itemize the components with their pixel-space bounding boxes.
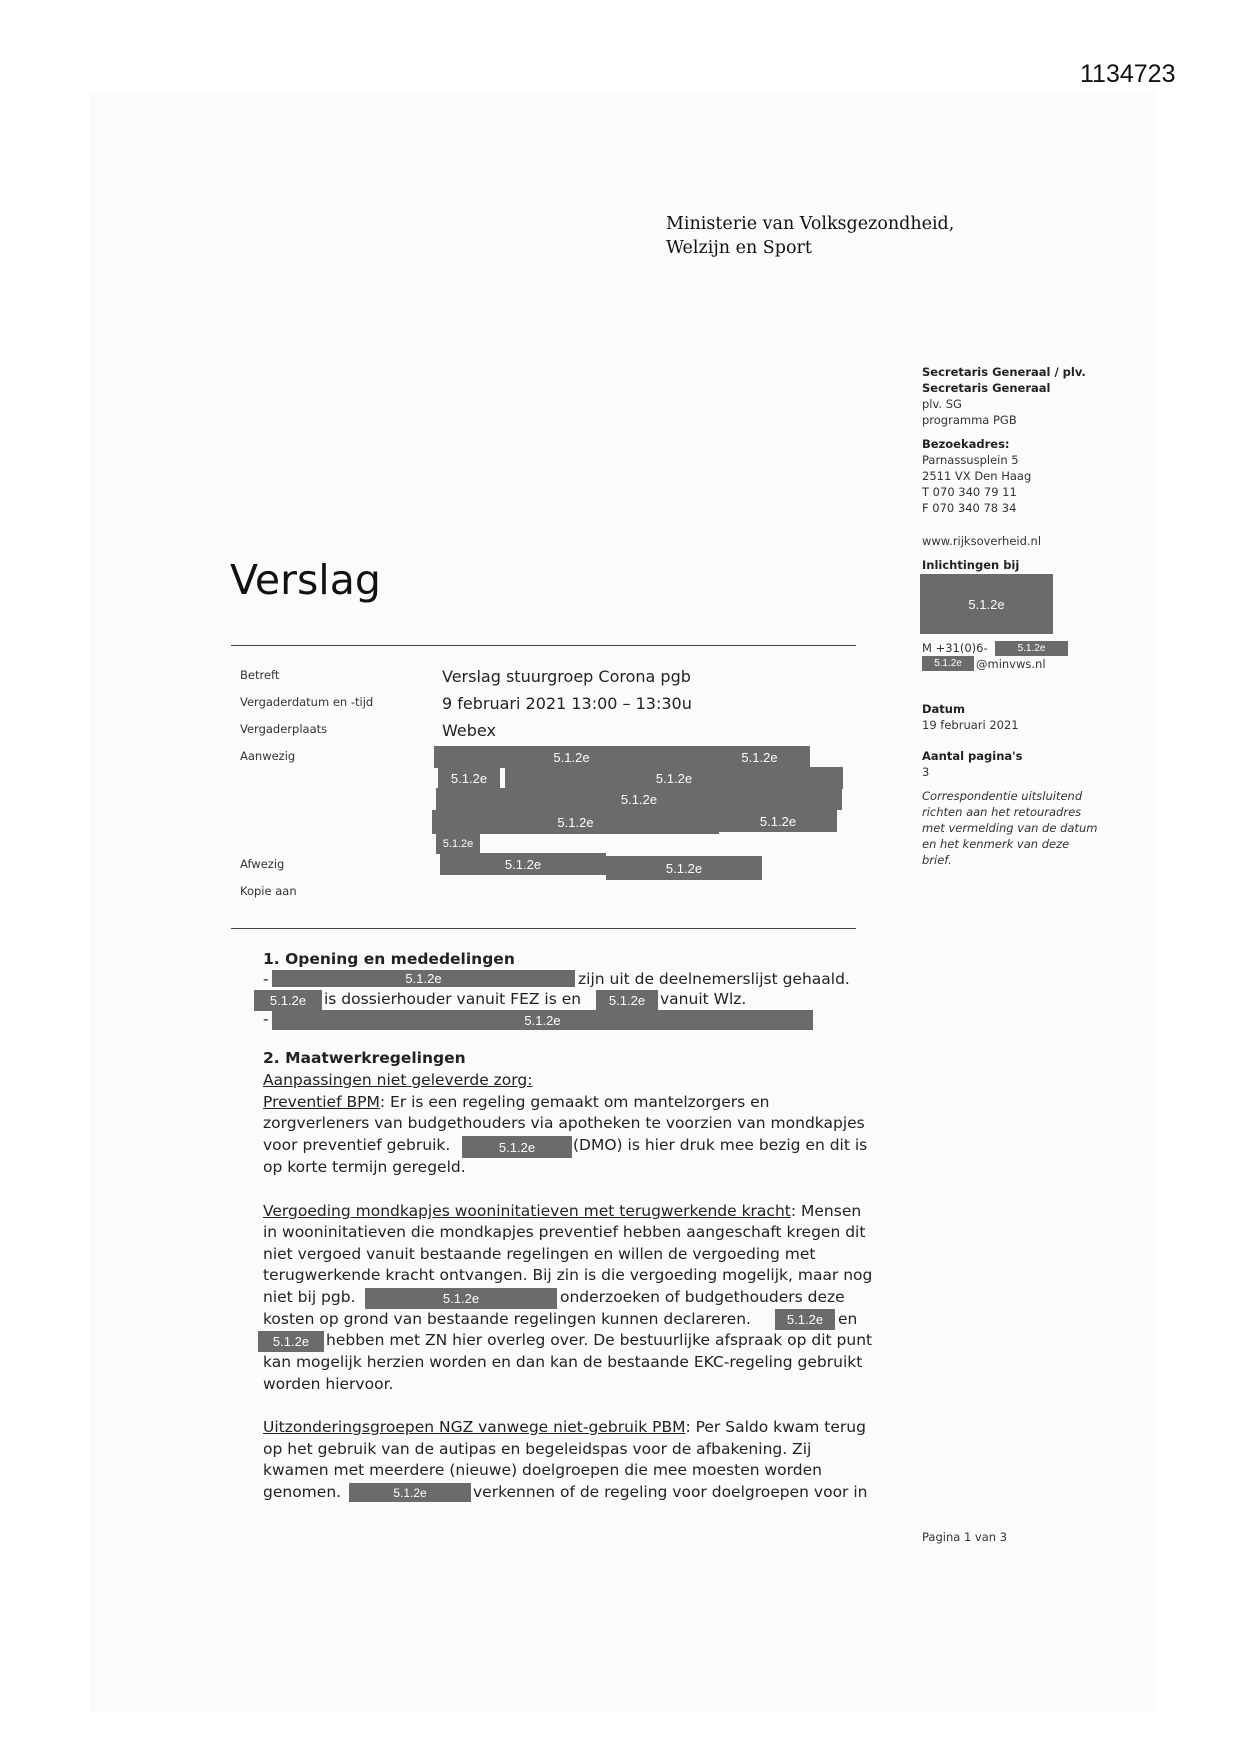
sidebar-email-suffix: @minvws.nl [976, 657, 1046, 671]
ministry-line-2: Welzijn en Sport [666, 238, 812, 258]
redaction-s2: 5.1.2e [349, 1483, 471, 1502]
section-1-line-1: zijn uit de deelnemerslijst gehaald. [578, 970, 850, 988]
redaction-aanwezig: 5.1.2e [505, 767, 843, 789]
paragraph-line: op korte termijn geregeld. [263, 1158, 466, 1176]
sidebar-website[interactable]: www.rijksoverheid.nl [922, 534, 1042, 548]
address-line-2: 2511 VX Den Haag [922, 469, 1032, 483]
address-label: Bezoekadres: [922, 437, 1010, 451]
redaction-contact-name: 5.1.2e [920, 574, 1053, 634]
paragraph-line [263, 1202, 861, 1220]
pages-value: 3 [922, 765, 930, 779]
paragraph-line: verkennen of de regeling voor doelgroepen voor in [473, 1483, 868, 1501]
paragraph-line [263, 1418, 866, 1436]
ministry-logo-text [666, 212, 954, 260]
redaction-afwezig: 5.1.2e [606, 856, 762, 880]
section-1-line-2: is dossierhouder vanuit FEZ is en [324, 990, 582, 1008]
sidebar-date [922, 701, 1019, 733]
sidebar-mobile: M +31(0)6- [922, 641, 988, 655]
ministry-line-1: Ministerie van Volksgezondheid, [666, 214, 955, 234]
meta-datum-label: Vergaderdatum en -tijd [240, 695, 374, 709]
inlichtingen-label-text: Inlichtingen bij [922, 558, 1020, 572]
note-line: en het kenmerk van deze [922, 837, 1070, 851]
note-line: brief. [922, 853, 952, 867]
meta-plaats-label: Vergaderplaats [240, 722, 328, 736]
paragraph-line: hebben met ZN hier overleg over. De bestuurlijke afspraak op dit punt [326, 1331, 873, 1349]
meta-afwezig-label: Afwezig [240, 857, 285, 871]
redaction-s1: 5.1.2e [272, 1010, 813, 1030]
redaction-afwezig: 5.1.2e [440, 853, 606, 875]
address-line-1: Parnassusplein 5 [922, 453, 1019, 467]
sidebar-org-3: plv. SG [922, 397, 962, 411]
section-2-heading: 2. Maatwerkregelingen [263, 1049, 466, 1067]
paragraph-line: genomen. [263, 1483, 342, 1501]
redaction-s2: 5.1.2e [365, 1288, 557, 1309]
redaction-s2: 5.1.2e [775, 1309, 835, 1330]
text-span: : Er is een regeling gemaakt om mantelzorgers en [379, 1093, 770, 1111]
paragraph-line: kan mogelijk herzien worden en dan kan de bestaande EKC-regeling gebruikt [263, 1353, 863, 1371]
note-line: richten aan het retouradres [922, 805, 1082, 819]
paragraph-line [263, 1093, 770, 1111]
divider-bottom [231, 928, 856, 929]
section-1-dash: - [263, 1010, 269, 1028]
paragraph-line: voor preventief gebruik. [263, 1136, 451, 1154]
address-fax: F 070 340 78 34 [922, 501, 1017, 515]
redaction-aanwezig: 5.1.2e [436, 788, 842, 810]
redaction-aanwezig: 5.1.2e [436, 834, 480, 854]
section-1-line-2-tail: vanuit Wlz. [660, 990, 747, 1008]
document-number: 1134723 [1080, 60, 1176, 88]
paragraph-line: kosten op grond van bestaande regelingen kunnen declareren. [263, 1310, 751, 1328]
sidebar-pages [922, 748, 1023, 780]
redaction-mobile: 5.1.2e [995, 641, 1068, 656]
paragraph-line: zorgverleners van budgethouders via apotheken te voorzien van mondkapjes [263, 1114, 865, 1132]
section-1-dash: - [263, 970, 269, 988]
paragraph-line: niet bij pgb. [263, 1288, 356, 1306]
redaction-aanwezig: 5.1.2e [432, 810, 719, 834]
paragraph-line: niet vergoed vanuit bestaande regelingen en willen de vergoeding met [263, 1245, 816, 1263]
text-span: : Mensen [790, 1202, 862, 1220]
redaction-s2: 5.1.2e [462, 1136, 572, 1158]
sidebar-org-4: programma PGB [922, 413, 1017, 427]
paragraph-line: op het gebruik van de autipas en begeleidspas voor de afbakening. Zij [263, 1440, 812, 1458]
paragraph-line: worden hiervoor. [263, 1375, 394, 1393]
redaction-s2: 5.1.2e [258, 1331, 324, 1352]
redaction-aanwezig: 5.1.2e [709, 746, 810, 768]
redaction-aanwezig: 5.1.2e [438, 767, 500, 789]
pages-label: Aantal pagina's [922, 749, 1023, 763]
address-phone: T 070 340 79 11 [922, 485, 1017, 499]
redaction-email: 5.1.2e [922, 656, 974, 671]
note-line: met vermelding van de datum [922, 821, 1098, 835]
paragraph-line: en [838, 1310, 858, 1328]
page-title: Verslag [230, 556, 381, 604]
paragraph-line: onderzoeken of budgethouders deze [560, 1288, 845, 1306]
section-2-subheading: Aanpassingen niet geleverde zorg: [263, 1071, 533, 1089]
meta-aanwezig-label: Aanwezig [240, 749, 296, 763]
sidebar-org-2: Secretaris Generaal [922, 381, 1051, 395]
redaction-s1: 5.1.2e [272, 970, 575, 987]
topic-label: Vergoeding mondkapjes wooninitatieven met terugwerkende kracht [263, 1202, 791, 1220]
meta-betreft-label: Betreft [240, 668, 280, 682]
redaction-s1: 5.1.2e [254, 990, 322, 1011]
paragraph-line: in wooninitatieven die mondkapjes preventief hebben aangeschaft kregen dit [263, 1223, 866, 1241]
meta-betreft-value: Verslag stuurgroep Corona pgb [442, 667, 691, 686]
topic-label: Preventief BPM [263, 1093, 380, 1111]
inlichtingen-label [922, 557, 1019, 573]
paragraph-line: kwamen met meerdere (nieuwe) doelgroepen die mee moesten worden [263, 1461, 822, 1479]
sidebar-note [922, 788, 1097, 868]
topic-label: Uitzonderingsgroepen NGZ vanwege niet-gebruik PBM [263, 1418, 686, 1436]
paragraph-line: (DMO) is hier druk mee bezig en dit is [573, 1136, 868, 1154]
date-label: Datum [922, 702, 965, 716]
sidebar-address [922, 436, 1031, 516]
divider-top [231, 645, 856, 646]
redaction-aanwezig: 5.1.2e [719, 810, 837, 832]
paragraph-line: terugwerkende kracht ontvangen. Bij zin is die vergoeding mogelijk, maar nog [263, 1266, 873, 1284]
redaction-s1: 5.1.2e [596, 990, 658, 1010]
sidebar-org-1: Secretaris Generaal / plv. [922, 365, 1086, 379]
note-line: Correspondentie uitsluitend [922, 789, 1083, 803]
date-value: 19 februari 2021 [922, 718, 1019, 732]
sidebar-org [922, 364, 1086, 428]
text-span: : Per Saldo kwam terug [685, 1418, 866, 1436]
page-number: Pagina 1 van 3 [922, 1530, 1008, 1544]
section-1-heading: 1. Opening en mededelingen [263, 950, 515, 968]
meta-datum-value: 9 februari 2021 13:00 – 13:30u [442, 694, 692, 713]
meta-kopie-label: Kopie aan [240, 884, 297, 898]
redaction-aanwezig: 5.1.2e [434, 746, 709, 768]
meta-plaats-value: Webex [442, 721, 496, 740]
